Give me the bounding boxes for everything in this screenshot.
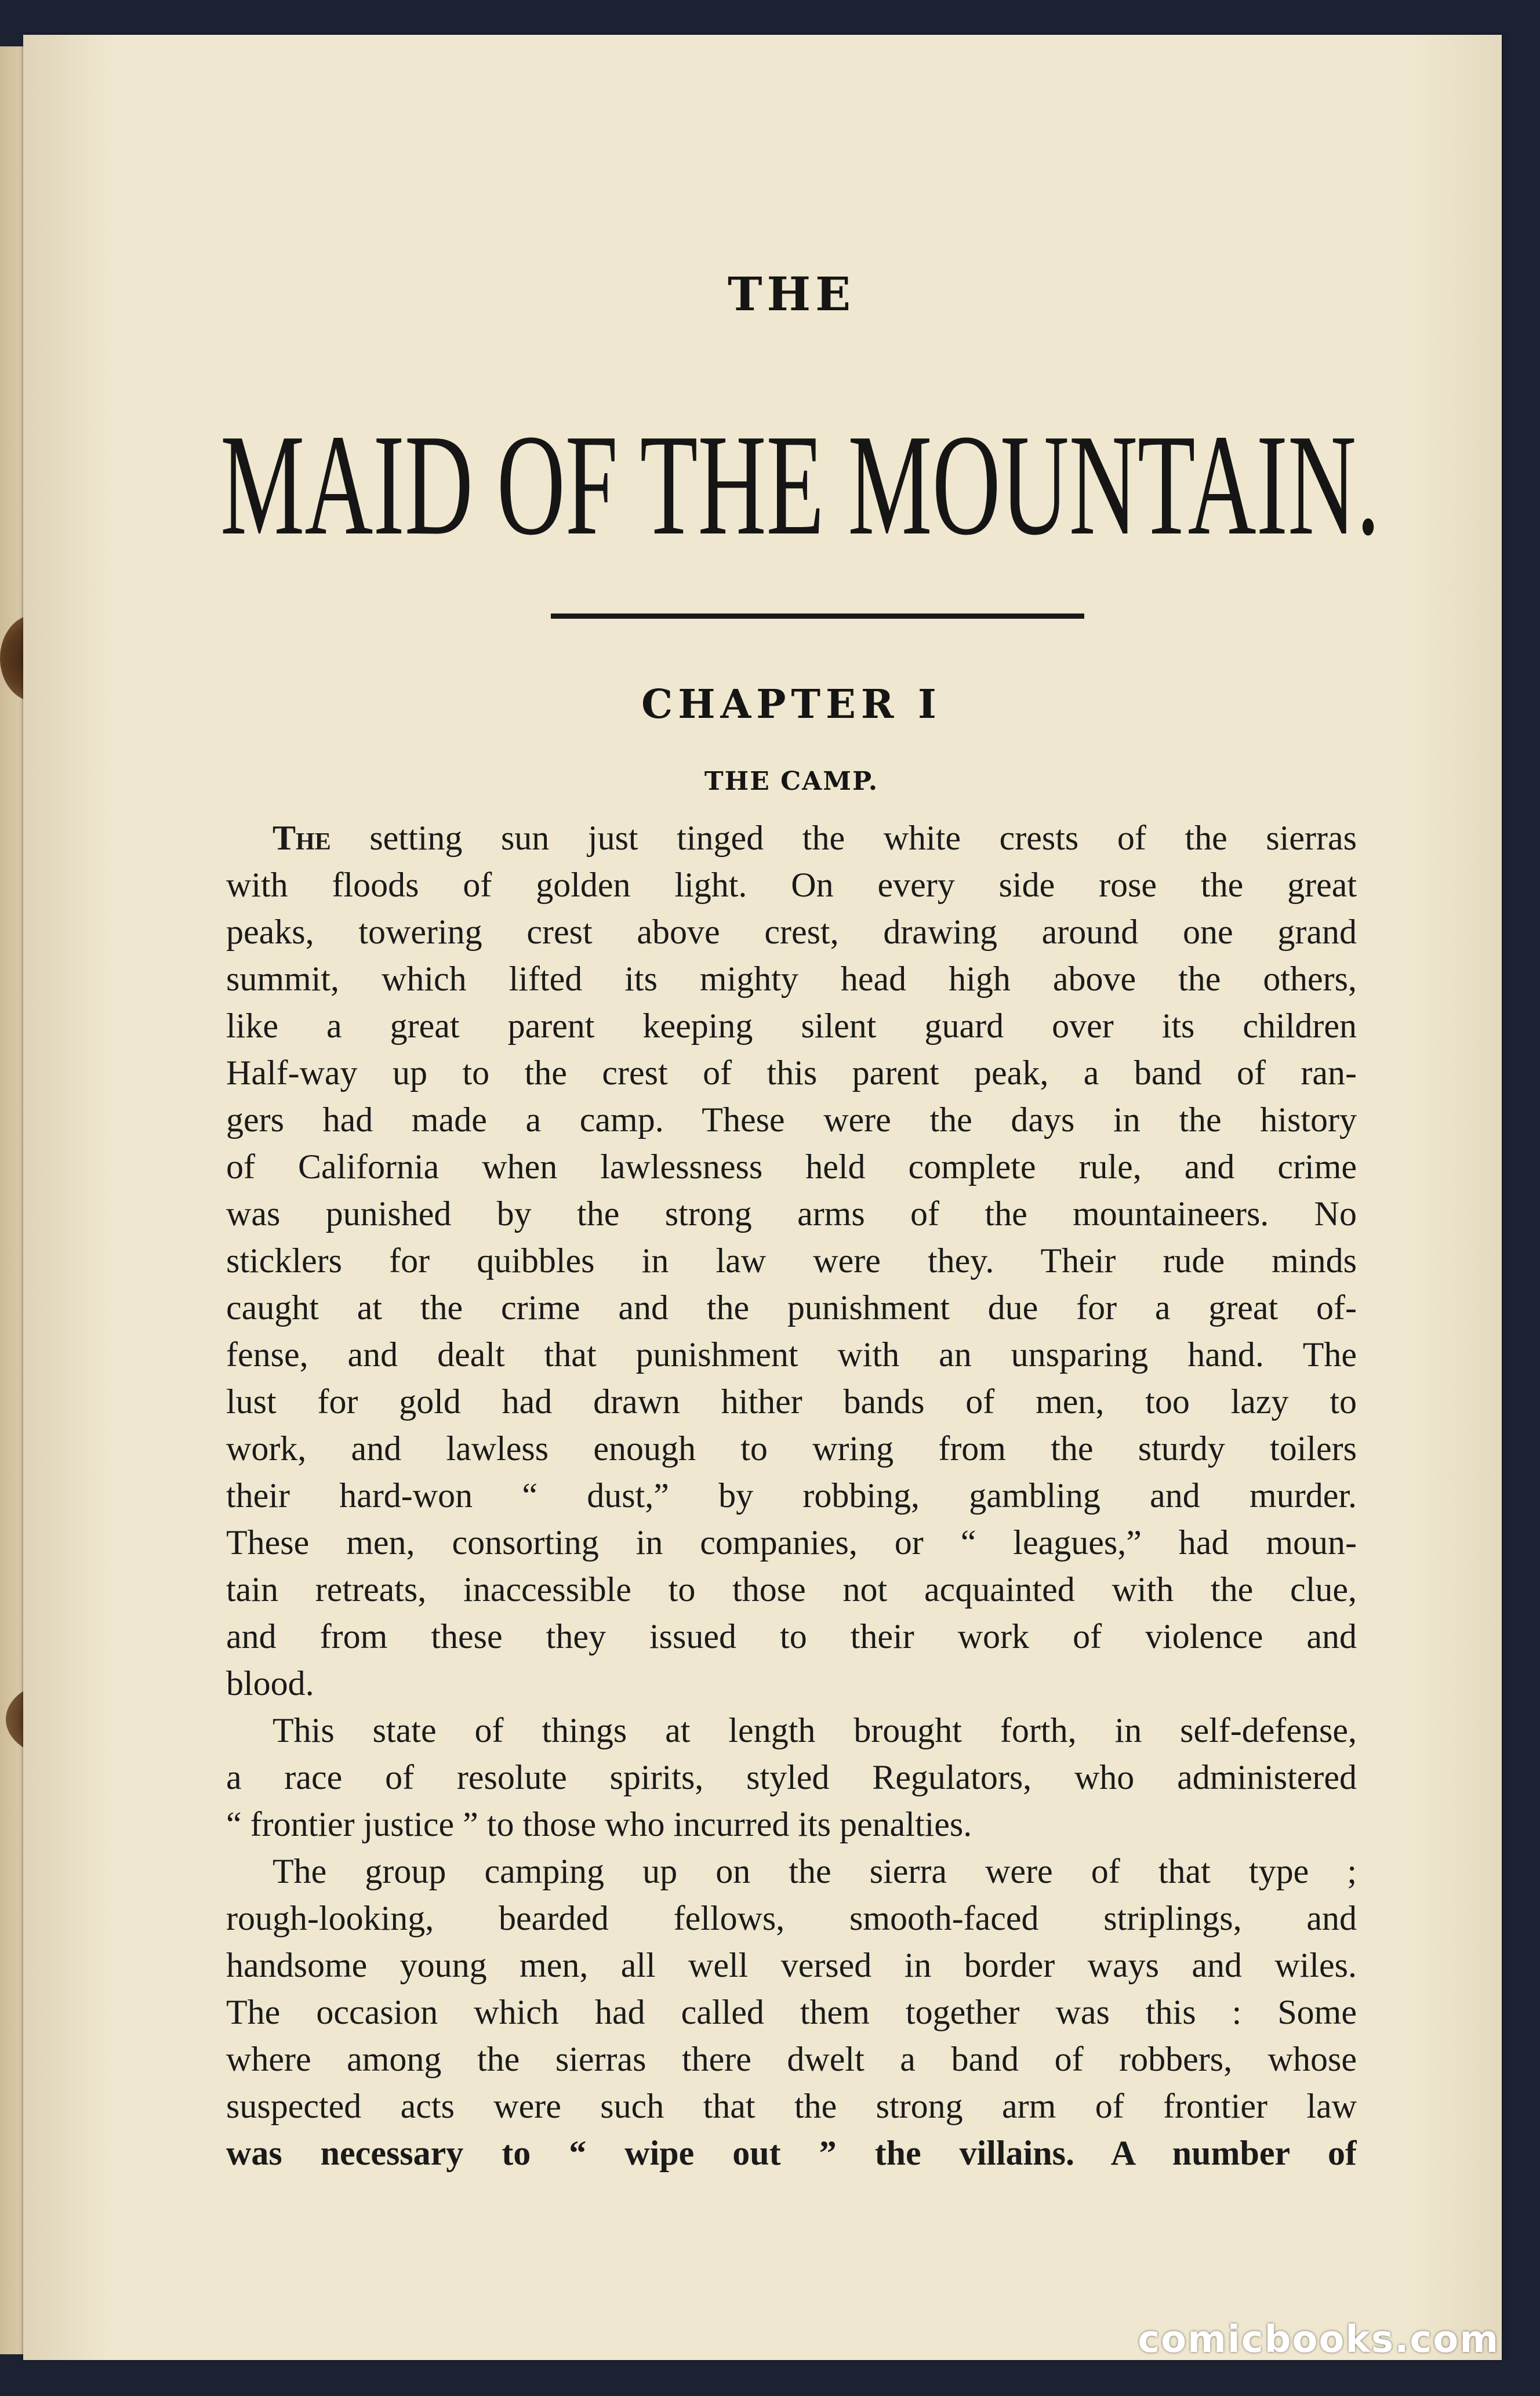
text-line: their hard-won “ dust,” by robbing, gambling and murder. bbox=[226, 1476, 1357, 1515]
text-line: summit, which lifted its mighty head high above the others, bbox=[226, 960, 1357, 998]
text-line bbox=[226, 815, 1357, 862]
text-line: The occasion which had called them together was this : Some bbox=[226, 1993, 1357, 2031]
title-divider bbox=[551, 613, 1084, 619]
text-line: These men, consorting in companies, or “ leagues,” had moun- bbox=[226, 1523, 1357, 1562]
text-line: like a great parent keeping silent guard over its children bbox=[226, 1007, 1357, 1045]
book-title bbox=[180, 418, 1421, 551]
line-text: setting sun just tinged the white crests of the sierras bbox=[369, 819, 1357, 857]
text-line: was punished by the strong arms of the mountaineers. No bbox=[226, 1195, 1357, 1233]
site-watermark: comicbooks.com bbox=[1138, 2318, 1499, 2361]
text-line: “ frontier justice ” to those who incurred its penalties. bbox=[226, 1805, 972, 1843]
drop-lead-word: The bbox=[273, 819, 331, 857]
book-page bbox=[23, 35, 1502, 2360]
text-line: This state of things at length brought forth, in self-defense, bbox=[273, 1711, 1357, 1749]
page-text-block bbox=[215, 35, 1380, 2360]
chapter-title: THE CAMP. bbox=[704, 767, 879, 796]
text-line: rough-looking, bearded fellows, smooth-faced striplings, and bbox=[226, 1899, 1357, 1937]
text-line: tain retreats, inaccessible to those not acquainted with the clue, bbox=[226, 1570, 1357, 1609]
text-line: with floods of golden light. On every side rose the great bbox=[226, 866, 1357, 904]
title-prefix: THE bbox=[727, 267, 856, 321]
text-line: work, and lawless enough to wring from the sturdy toilers bbox=[226, 1429, 1357, 1468]
text-line: lust for gold had drawn hither bands of men, too lazy to bbox=[226, 1382, 1357, 1421]
chapter-body bbox=[226, 815, 1357, 2177]
text-line: handsome young men, all well versed in border ways and wiles. bbox=[226, 1946, 1357, 1984]
text-line: and from these they issued to their work of violence and bbox=[226, 1617, 1357, 1656]
book-title-text: MAID OF THE MOUNTAIN. bbox=[220, 418, 1380, 551]
text-line: Half-way up to the crest of this parent peak, a band of ran- bbox=[226, 1054, 1357, 1092]
text-line: was necessary to “ wipe out ” the villains. A number of bbox=[226, 2134, 1357, 2172]
chapter-heading: CHAPTER I bbox=[641, 681, 942, 728]
text-line: a race of resolute spirits, styled Regulators, who administered bbox=[226, 1758, 1357, 1796]
text-line: peaks, towering crest above crest, drawing around one grand bbox=[226, 913, 1357, 951]
text-line: caught at the crime and the punishment due for a great of- bbox=[226, 1288, 1357, 1327]
text-line: fense, and dealt that punishment with an unsparing hand. The bbox=[226, 1335, 1357, 1374]
text-line: of California when lawlessness held complete rule, and crime bbox=[226, 1148, 1357, 1186]
text-line: The group camping up on the sierra were of that type ; bbox=[273, 1852, 1357, 1890]
text-line: blood. bbox=[226, 1664, 314, 1702]
text-line: where among the sierras there dwelt a band of robbers, whose bbox=[226, 2040, 1357, 2078]
text-line: gers had made a camp. These were the days in the history bbox=[226, 1101, 1357, 1139]
text-line: suspected acts were such that the strong arm of frontier law bbox=[226, 2087, 1357, 2125]
text-line: sticklers for quibbles in law were they. Their rude minds bbox=[226, 1241, 1357, 1280]
